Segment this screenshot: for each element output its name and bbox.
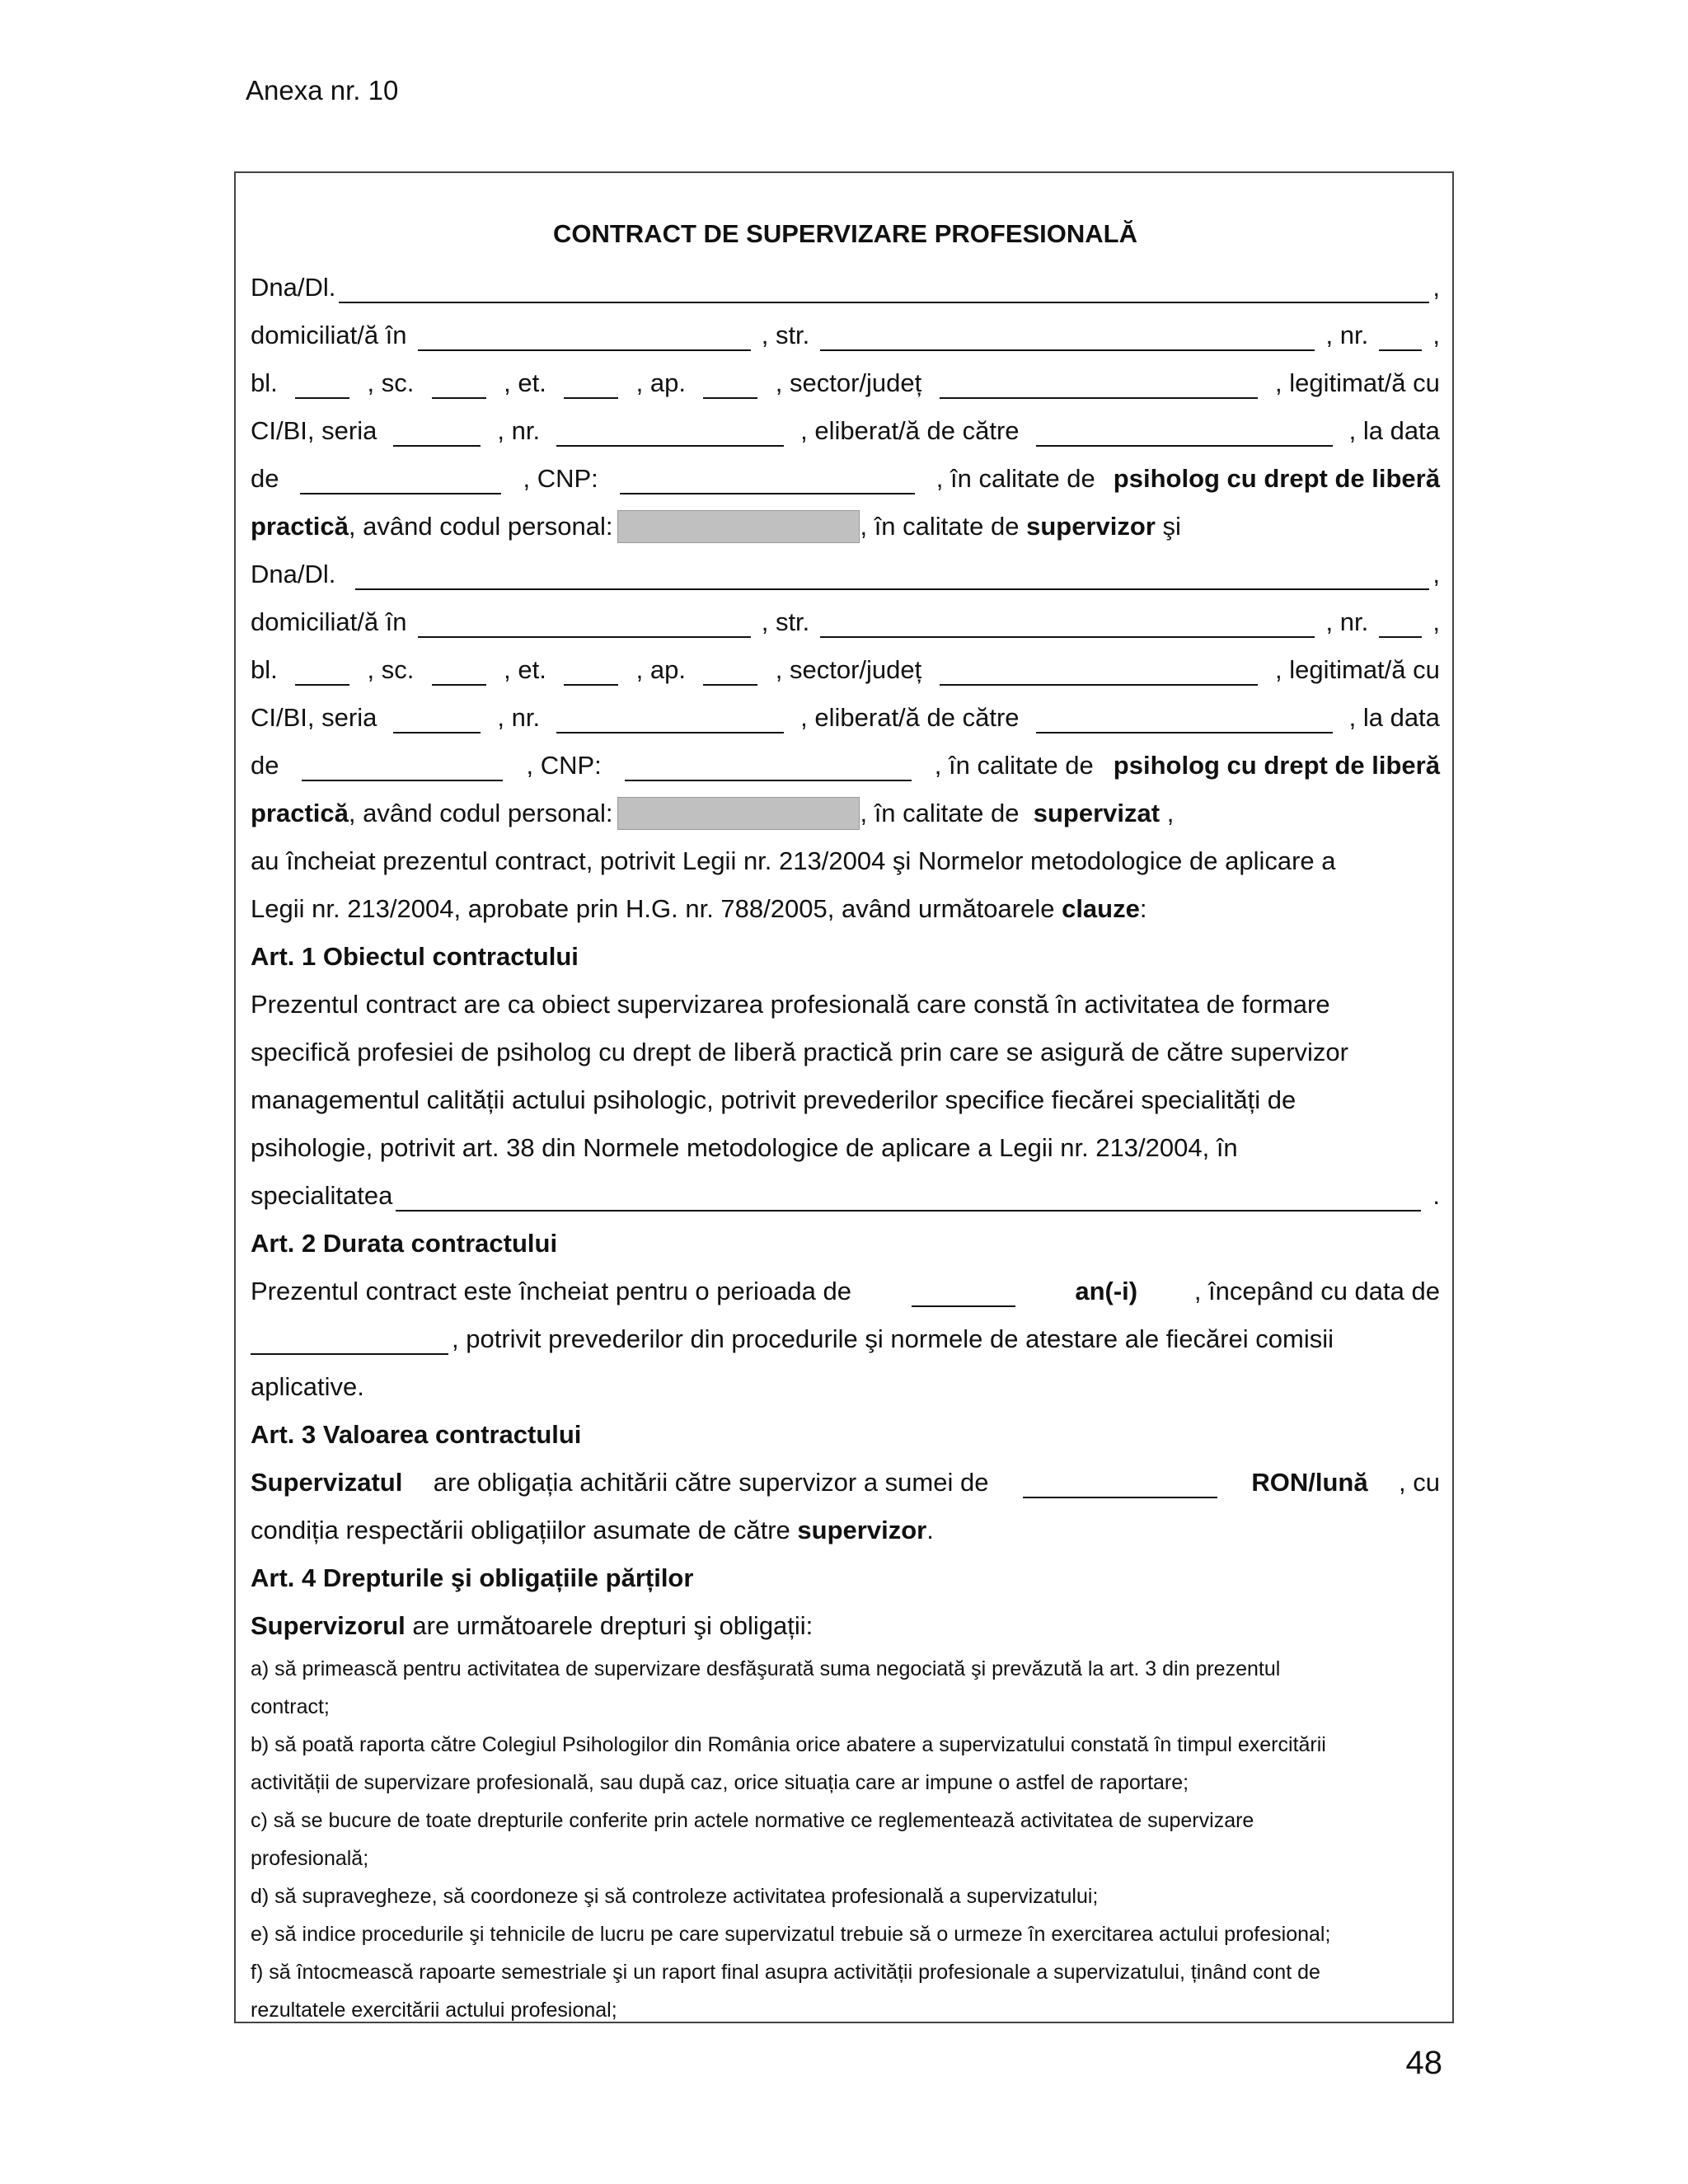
party1-bl-field[interactable] — [295, 368, 349, 399]
party1-cnp-line: de , CNP: , în calitate de psiholog cu drept de liberă — [251, 464, 1440, 493]
intro-line-1: au încheiat prezentul contract, potrivit Legii nr. 213/2004 şi Normelor metodologice de aplicare a — [251, 846, 1336, 875]
party2-code-line: practică , având codul personal: , în calitate de supervizat , — [251, 790, 1440, 837]
party2-address-line: domiciliat/ă în , str. , nr. , — [251, 607, 1440, 636]
party1-code-line: practică , având codul personal: , în calitate de supervizor şi — [251, 503, 1440, 551]
art4-heading: Art. 4 Drepturile şi obligațiile părților — [251, 1563, 694, 1592]
art1-line-1: Prezentul contract are ca obiect supervizarea profesională care constă în activitatea de formare — [251, 990, 1330, 1019]
party1-sc-field[interactable] — [432, 368, 486, 399]
art2-line-3: aplicative. — [251, 1372, 364, 1401]
party2-sc-field[interactable] — [432, 654, 486, 686]
annex-label: Anexa nr. 10 — [246, 75, 399, 105]
art4-item-d: d) să supravegheze, să coordoneze şi să controleze activitatea profesională a supervizatului; — [251, 1885, 1099, 1908]
party1-issuer-field[interactable] — [1036, 415, 1333, 447]
party1-city-field[interactable] — [418, 320, 751, 351]
art4-item-f-line-2: rezultatele exercitării actului profesional; — [251, 1999, 617, 2022]
party2-name-line: Dna/Dl. , — [251, 560, 1440, 588]
party1-personal-code-field[interactable] — [617, 510, 860, 543]
party1-date-field[interactable] — [300, 463, 501, 494]
art1-heading: Art. 1 Obiectul contractului — [251, 942, 579, 971]
party1-ap-field[interactable] — [703, 368, 757, 399]
party2-cnp-field[interactable] — [625, 750, 912, 781]
party1-name-field[interactable] — [339, 272, 1429, 303]
monthly-fee-field[interactable] — [1023, 1467, 1217, 1498]
duration-years-field[interactable] — [912, 1276, 1015, 1307]
intro-line-2: Legii nr. 213/2004, aprobate prin H.G. nr. 788/2005, având următoarele clauze : — [251, 894, 1147, 923]
party2-ci-series-field[interactable] — [393, 702, 481, 733]
party2-personal-code-field[interactable] — [617, 797, 860, 830]
party2-date-field[interactable] — [302, 750, 503, 781]
party2-name-field[interactable] — [355, 559, 1429, 590]
art4-item-a-line-1: a) să primească pentru activitatea de supervizare desfăşurată suma negociată şi prevăzută la art. 3 din prezentul — [251, 1657, 1281, 1680]
party1-et-field[interactable] — [564, 368, 618, 399]
party2-cnp-line: de , CNP: , în calitate de psiholog cu drept de liberă — [251, 751, 1440, 780]
party2-issuer-field[interactable] — [1036, 702, 1333, 733]
art1-line-3: managementul calității actului psihologic, potrivit prevederilor specifice fiecărei specialități de — [251, 1085, 1296, 1114]
party1-bl-line: bl. , sc. , et. , ap. , sector/județ , legitimat/ă cu — [251, 368, 1440, 397]
art4-intro: Supervizorul are următoarele drepturi şi obligații: — [251, 1611, 814, 1640]
party1-ci-series-field[interactable] — [393, 415, 481, 447]
party1-sector-field[interactable] — [940, 368, 1258, 399]
page-number: 48 — [1405, 2045, 1442, 2081]
art4-item-f-line-1: f) să întocmească rapoarte semestriale şi un raport final asupra activității profesionale a supervizatului, ținând cont de — [251, 1961, 1320, 1984]
art3-line-1: Supervizatul are obligația achitării către supervizor a sumei de RON/lună , cu — [251, 1468, 1440, 1497]
art4-item-b-line-1: b) să poată raporta către Colegiul Psihologilor din România orice abatere a supervizatului constată în timpul exercitării — [251, 1733, 1326, 1756]
party1-name-line: Dna/Dl. , — [251, 273, 1440, 302]
art2-line-2: , potrivit prevederilor din procedurile şi normele de atestare ale fiecărei comisii — [251, 1315, 1440, 1363]
art4-item-c-line-2: profesională; — [251, 1847, 369, 1870]
party2-et-field[interactable] — [564, 654, 618, 686]
art1-line-2: specifică profesiei de psiholog cu drept de liberă practică prin care se asigură de către supervizor — [251, 1038, 1348, 1066]
contract-title: CONTRACT DE SUPERVIZARE PROFESIONALĂ — [552, 219, 1138, 248]
start-date-field[interactable] — [251, 1324, 448, 1355]
contract-frame — [234, 171, 1454, 2023]
art4-item-a-line-2: contract; — [251, 1695, 330, 1718]
party1-cnp-field[interactable] — [620, 463, 915, 494]
art1-line-5: specialitatea . — [251, 1181, 1440, 1210]
party2-bl-field[interactable] — [295, 654, 349, 686]
art4-item-c-line-1: c) să se bucure de toate drepturile conferite prin actele normative ce reglementează activitatea de supervizare — [251, 1809, 1254, 1832]
art2-line-1: Prezentul contract este încheiat pentru o perioada de an(-i) , începând cu data de — [251, 1277, 1440, 1305]
art3-line-2: condiția respectării obligațiilor asumate de către supervizor . — [251, 1516, 934, 1544]
party2-nr-field[interactable] — [1379, 607, 1422, 638]
party2-bl-line: bl. , sc. , et. , ap. , sector/județ , legitimat/ă cu — [251, 655, 1440, 684]
art1-line-4: psihologie, potrivit art. 38 din Normele metodologice de aplicare a Legii nr. 213/2004, în — [251, 1133, 1238, 1162]
party2-ci-nr-field[interactable] — [556, 702, 784, 733]
party2-sector-field[interactable] — [940, 654, 1258, 686]
party1-ci-line: CI/BI, seria , nr. , eliberat/ă de către , la data — [251, 416, 1440, 445]
party1-address-line: domiciliat/ă în , str. , nr. , — [251, 321, 1440, 349]
party2-street-field[interactable] — [820, 607, 1315, 638]
contract-content — [251, 216, 1440, 2029]
art2-heading: Art. 2 Durata contractului — [251, 1229, 558, 1258]
art3-heading: Art. 3 Valoarea contractului — [251, 1420, 582, 1449]
party1-nr-field[interactable] — [1379, 320, 1422, 351]
specialty-field[interactable] — [396, 1180, 1421, 1212]
art4-item-e: e) să indice procedurile şi tehnicile de lucru pe care supervizatul trebuie să o urmeze în exercitarea actului profesional; — [251, 1923, 1331, 1946]
party2-ci-line: CI/BI, seria , nr. , eliberat/ă de către , la data — [251, 703, 1440, 732]
party1-ci-nr-field[interactable] — [556, 415, 784, 447]
party2-city-field[interactable] — [418, 607, 751, 638]
art4-item-b-line-2: activității de supervizare profesională, sau după caz, orice situația care ar impune o astfel de raportare; — [251, 1771, 1189, 1794]
party2-ap-field[interactable] — [703, 654, 757, 686]
party1-street-field[interactable] — [820, 320, 1315, 351]
